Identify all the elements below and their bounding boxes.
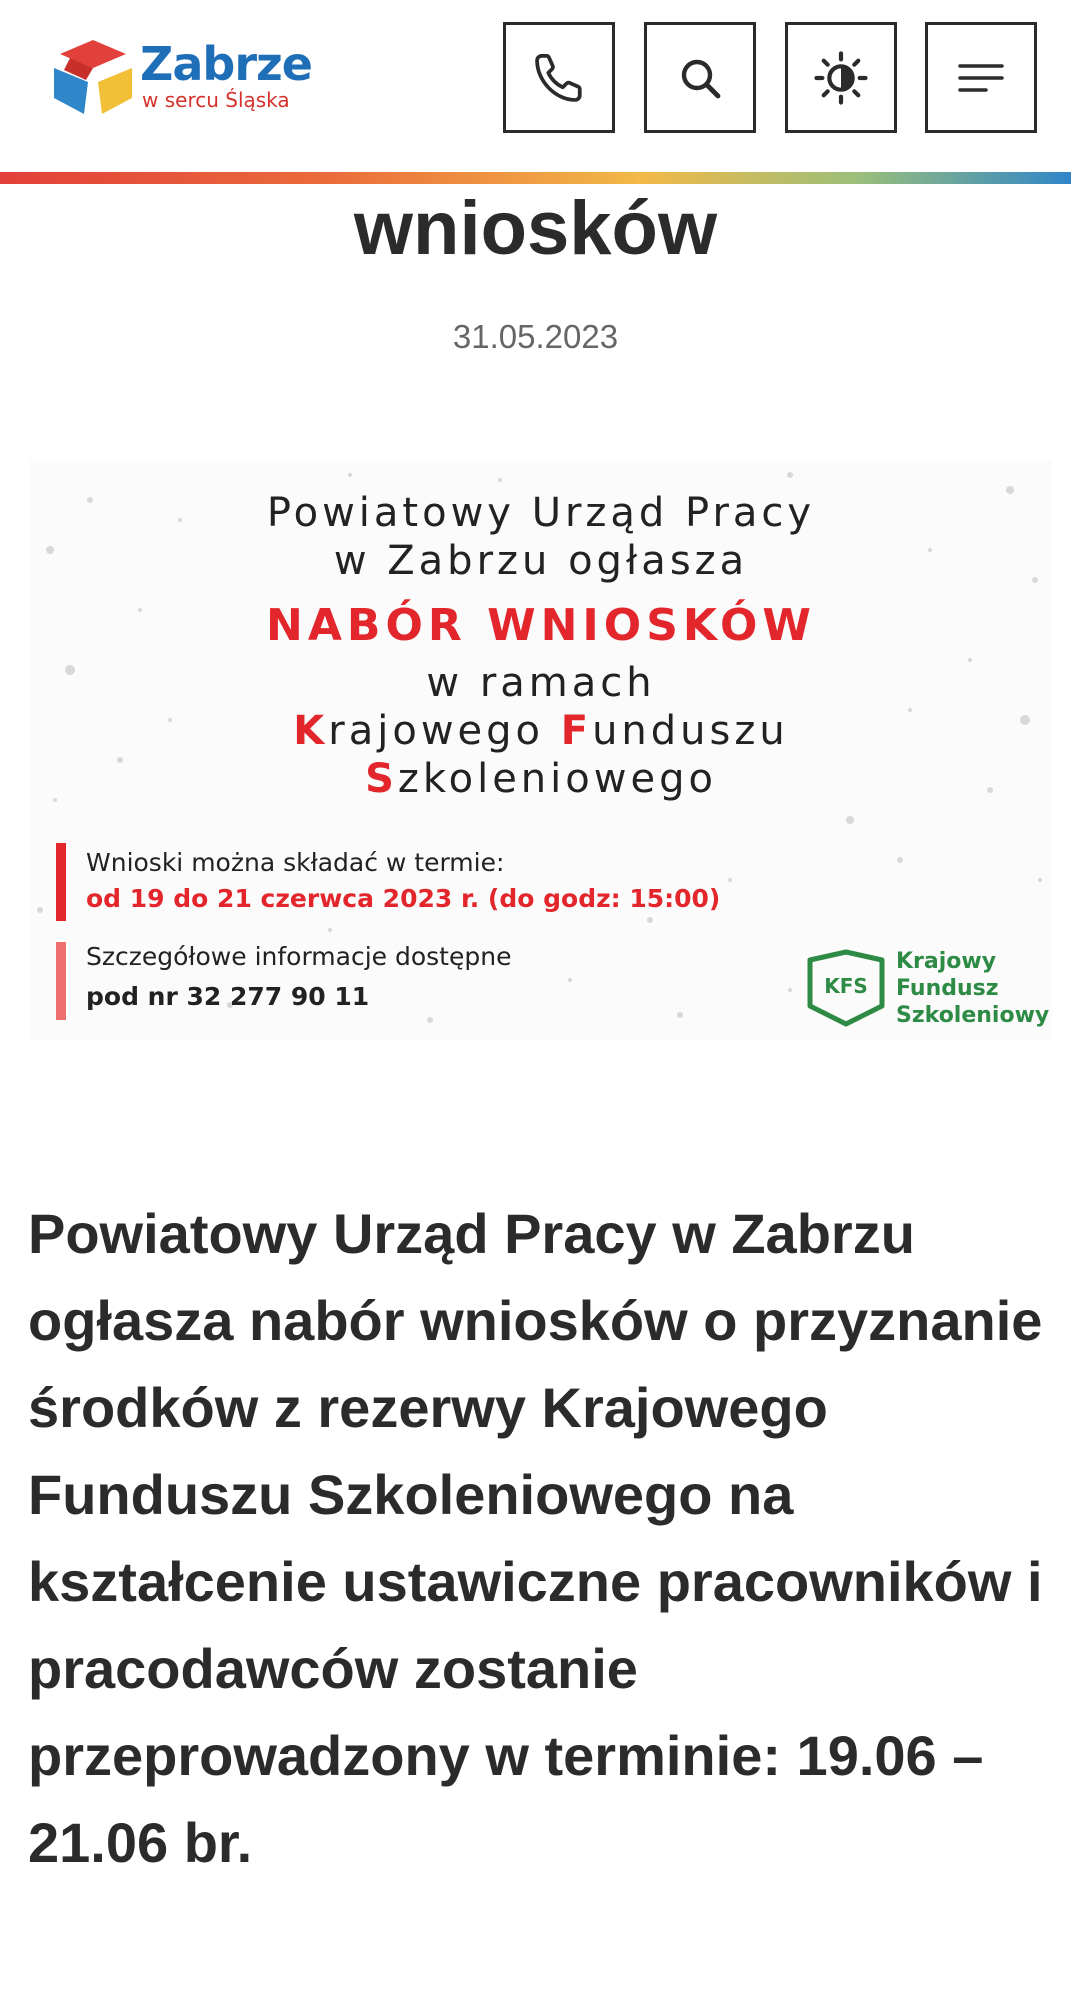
banner-word-krajowego: rajowego bbox=[328, 708, 561, 754]
banner-letter-f: F bbox=[560, 708, 593, 754]
kfs-name-line-1: Krajowy bbox=[896, 949, 997, 974]
menu-icon bbox=[956, 58, 1006, 98]
banner-info-term-dates: od 19 do 21 czerwca 2023 r. (do godz: 15:00) bbox=[86, 884, 721, 913]
article-banner-image bbox=[30, 460, 1052, 1040]
phone-button[interactable] bbox=[503, 22, 615, 133]
kfs-name-line-3: Szkoleniowy bbox=[896, 1003, 1050, 1028]
article-title: wniosków bbox=[353, 186, 718, 271]
menu-button[interactable] bbox=[925, 22, 1037, 133]
article-date: 31.05.2023 bbox=[452, 318, 619, 355]
banner-info-contact-label: Szczegółowe informacje dostępne bbox=[86, 942, 512, 971]
logo-name: Zabrze bbox=[140, 37, 312, 91]
banner-info-phone: pod nr 32 277 90 11 bbox=[86, 982, 370, 1011]
banner-word-szkoleniowego: zkoleniowego bbox=[397, 756, 717, 802]
banner-line-5 bbox=[30, 708, 1052, 754]
phone-icon bbox=[531, 50, 587, 106]
kfs-badge-text: KFS bbox=[824, 974, 868, 998]
article-lead: Powiatowy Urząd Pracy w Zabrzu ogłasza nabór wniosków o przyznanie środków z rezerwy Krajowego Funduszu Szkoleniowego na kształcenie ustawiczne pracowników i pracodawców zostanie przeprowadzony w terminie: 19.06 – 21.06 br. bbox=[28, 1202, 1043, 1874]
banner-line-6 bbox=[30, 756, 1052, 802]
banner-headline: NABÓR WNIOSKÓW bbox=[266, 600, 816, 651]
logo-tagline: w sercu Śląska bbox=[142, 88, 290, 112]
banner-line-1: Powiatowy Urząd Pracy bbox=[266, 490, 816, 536]
banner-word-funduszu: unduszu bbox=[592, 708, 789, 754]
contrast-icon bbox=[813, 50, 869, 106]
banner-accent-bar-1 bbox=[56, 843, 66, 921]
banner-line-4: w ramach bbox=[426, 660, 656, 706]
banner-letter-k: K bbox=[293, 708, 329, 754]
site-logo[interactable] bbox=[50, 36, 312, 126]
search-button[interactable] bbox=[644, 22, 756, 133]
kfs-logo bbox=[804, 948, 1050, 1028]
contrast-button[interactable] bbox=[785, 22, 897, 133]
kfs-name-line-2: Fundusz bbox=[896, 976, 999, 1001]
logo-cube-icon bbox=[50, 36, 136, 116]
banner-accent-bar-2 bbox=[56, 942, 66, 1020]
banner-info-term-label: Wnioski można składać w termie: bbox=[86, 848, 505, 877]
banner-letter-s: S bbox=[365, 756, 398, 802]
kfs-name bbox=[896, 948, 1049, 1029]
site-header bbox=[0, 0, 1071, 172]
header-color-stripe bbox=[0, 172, 1071, 184]
search-icon bbox=[676, 54, 724, 102]
banner-line-2: w Zabrzu ogłasza bbox=[333, 538, 749, 584]
